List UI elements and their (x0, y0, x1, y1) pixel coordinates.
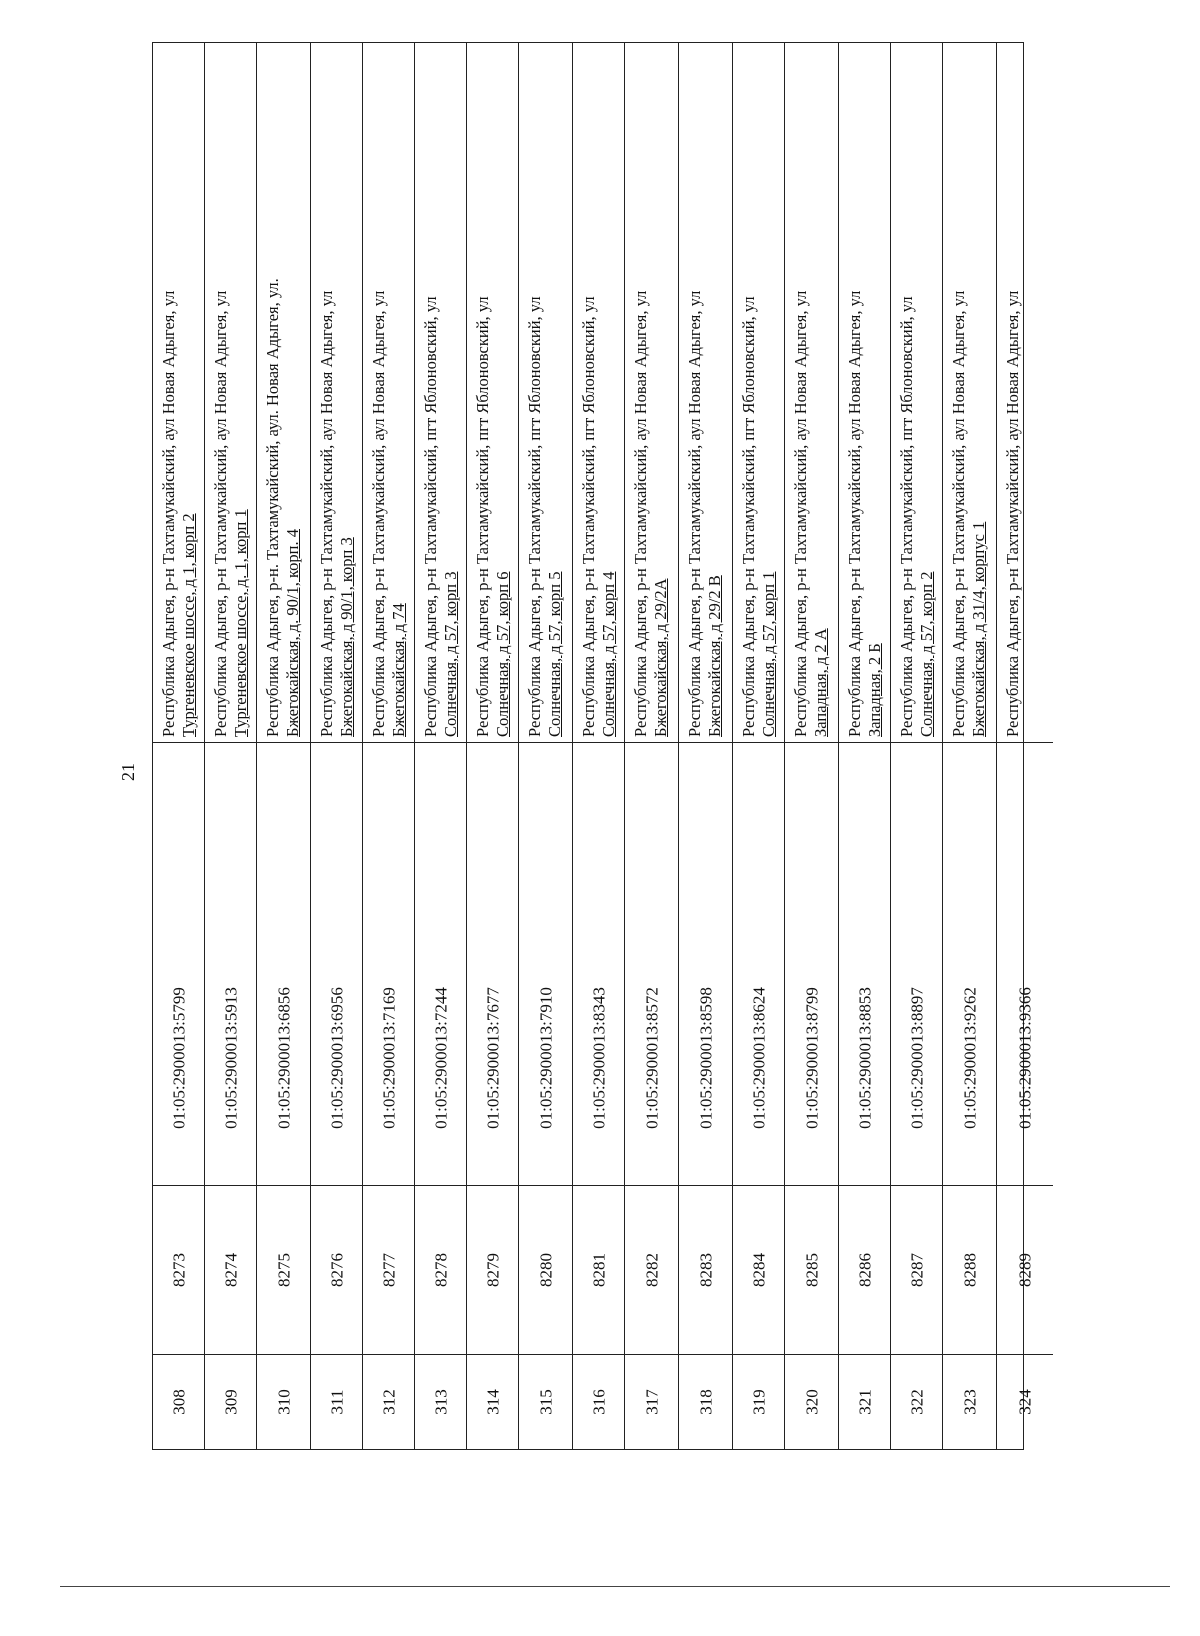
address-line-1: Республика Адыгея, р-н Тахтамукайский, аул Новая Адыгея, ул (317, 290, 336, 737)
row-index-text: 319 (749, 1389, 768, 1415)
row-index (257, 1355, 310, 1449)
table-row (891, 43, 943, 1449)
address-text (421, 47, 461, 737)
cadastral-number-text: 01:05:2900013:8853 (855, 987, 874, 1129)
address (733, 43, 784, 743)
cadastral-number-text: 01:05:2900013:7169 (379, 987, 398, 1129)
cadastral-number-text: 01:05:2900013:9262 (960, 987, 979, 1129)
cadastral-number (785, 931, 838, 1185)
address (573, 43, 624, 743)
table-row (153, 43, 205, 1449)
address-line-2: Солнечная, д 57, корп 1 (759, 571, 778, 737)
cadastral-number (891, 931, 942, 1185)
address-text (159, 47, 199, 737)
row-index-text: 316 (589, 1389, 608, 1415)
address-line-1: Республика Адыгея, р-н Тахтамукайский, аул Новая Адыгея, ул (631, 290, 650, 737)
cadastral-number-text: 01:05:2900013:8624 (749, 987, 768, 1129)
address (415, 43, 466, 743)
registry-number (839, 1185, 890, 1355)
address-line-1: Республика Адыгея, р-н Тахтамукайский, аул Новая Адыгея, ул (211, 290, 230, 737)
address-line-1: Республика Адыгея, р-н. Тахтамукайский, аул. Новая Адыгея, ул. (263, 278, 282, 737)
registry-number (891, 1185, 942, 1355)
table-row (997, 43, 1053, 1449)
address-text (739, 47, 779, 737)
table-row (625, 43, 679, 1449)
address-line-1: Республика Адыгея, р-н Тахтамукайский, пгт Яблоновский, ул (525, 296, 544, 737)
registry-number-text: 8285 (802, 1253, 821, 1287)
address-line-1: Республика Адыгея, р-н Тахтамукайский, пгт Яблоновский, ул (579, 296, 598, 737)
row-index (997, 1355, 1053, 1449)
address-text (845, 47, 885, 737)
row-index (733, 1355, 784, 1449)
cadastral-number-text: 01:05:2900013:8897 (907, 987, 926, 1129)
row-index (839, 1355, 890, 1449)
address (943, 43, 996, 743)
row-index (891, 1355, 942, 1449)
row-index (573, 1355, 624, 1449)
registry-number (679, 1185, 732, 1355)
address-line-2: Бжегокайская, д 29/2А (651, 578, 670, 737)
row-index-text: 320 (802, 1389, 821, 1415)
table-row (415, 43, 467, 1449)
registry-number (997, 1185, 1053, 1355)
address-text (579, 47, 619, 737)
table-row (573, 43, 625, 1449)
table-row (363, 43, 415, 1449)
cadastral-number-text: 01:05:2900013:5913 (221, 987, 240, 1129)
address-text (685, 47, 725, 737)
address-line-1: Республика Адыгея, р-н Тахтамукайский, аул Новая Адыгея, ул (369, 290, 388, 737)
address (153, 43, 204, 743)
address-line-1: Республика Адыгея, р-н Тахтамукайский, пгт Яблоновский, ул (739, 296, 758, 737)
address-line-2: Солнечная, д 57, корп 2 (917, 571, 936, 737)
row-index (467, 1355, 518, 1449)
address-line-2: Бжегокайская, д 90/1, корп 3 (337, 537, 356, 737)
cadastral-number (415, 931, 466, 1185)
row-index-text: 308 (169, 1389, 188, 1415)
cadastral-number (311, 931, 362, 1185)
registry-number-text: 8277 (379, 1253, 398, 1287)
cadastral-number (467, 931, 518, 1185)
cadastral-number (519, 931, 572, 1185)
row-index (415, 1355, 466, 1449)
address (785, 43, 838, 743)
address-line-2: Бжегокайская, д. 90/1, корп. 4 (283, 529, 302, 737)
address-line-1: Республика Адыгея, р-н Тахтамукайский, аул Новая Адыгея, ул (159, 290, 178, 737)
table-row (733, 43, 785, 1449)
registry-number (519, 1185, 572, 1355)
address (891, 43, 942, 743)
cadastral-number-text: 01:05:2900013:9366 (1015, 987, 1035, 1129)
address (257, 43, 310, 743)
address-text (473, 47, 513, 737)
table-row (257, 43, 311, 1449)
cadastral-number-text: 01:05:2900013:7244 (431, 987, 450, 1129)
registry-number-text: 8284 (749, 1253, 768, 1287)
address (363, 43, 414, 743)
address-line-2: Западная, 2 Б (865, 643, 884, 737)
address-line-1: Республика Адыгея, р-н Тахтамукайский, пгт Яблоновский, ул (421, 296, 440, 737)
cadastral-number (573, 931, 624, 1185)
table-row (943, 43, 997, 1449)
row-index-text: 312 (379, 1389, 398, 1415)
registry-number-text: 8288 (960, 1253, 979, 1287)
cadastral-number (363, 931, 414, 1185)
address-line-1: Республика Адыгея, р-н Тахтамукайский, аул Новая Адыгея, ул (949, 290, 968, 737)
registry-number-text: 8280 (536, 1253, 555, 1287)
table-row (519, 43, 573, 1449)
registry-number-text: 8274 (221, 1253, 240, 1287)
registry-number (733, 1185, 784, 1355)
registry-number (363, 1185, 414, 1355)
cadastral-number (257, 931, 310, 1185)
cadastral-number-text: 01:05:2900013:8799 (802, 987, 821, 1129)
cadastral-number (733, 931, 784, 1185)
row-index-text: 322 (907, 1389, 926, 1415)
cadastral-number (839, 931, 890, 1185)
address-line-2: Солнечная, д 57, корп 5 (545, 571, 564, 737)
registry-table (152, 42, 1035, 1450)
row-index-text: 318 (696, 1389, 715, 1415)
address-line-2: Западная, д 2 А (811, 628, 830, 737)
registry-number-text: 8289 (1015, 1253, 1035, 1287)
row-index-text: 317 (642, 1389, 661, 1415)
registry-number-text: 8282 (642, 1253, 661, 1287)
registry-number-text: 8278 (431, 1253, 450, 1287)
row-index (205, 1355, 256, 1449)
row-index-text: 323 (960, 1389, 979, 1415)
address-line-1: Республика Адыгея, р-н Тахтамукайский, аул Новая Адыгея, ул (791, 290, 810, 737)
row-index-text: 324 (1015, 1389, 1035, 1415)
address-text (369, 47, 409, 737)
row-index-text: 310 (274, 1389, 293, 1415)
row-index-text: 314 (483, 1389, 502, 1415)
registry-number (943, 1185, 996, 1355)
address-line-1: Республика Адыгея, р-н Тахтамукайский, аул Новая Адыгея, ул (1003, 290, 1022, 737)
cadastral-number-text: 01:05:2900013:7677 (483, 987, 502, 1129)
row-index-text: 315 (536, 1389, 555, 1415)
bottom-rule (60, 1586, 1170, 1587)
registry-number (205, 1185, 256, 1355)
address-line-2: Бжегокайская, д 31/4, корпус 1 (969, 521, 988, 737)
address-text (525, 47, 565, 737)
row-index (679, 1355, 732, 1449)
registry-number (415, 1185, 466, 1355)
registry-number-text: 8287 (907, 1253, 926, 1287)
row-index (625, 1355, 678, 1449)
address (839, 43, 890, 743)
registry-number-text: 8276 (327, 1253, 346, 1287)
address-line-2: Солнечная, д 57, корп 6 (493, 571, 512, 737)
cadastral-number (625, 931, 678, 1185)
table-row (205, 43, 257, 1449)
registry-number-text: 8279 (483, 1253, 502, 1287)
cadastral-number (943, 931, 996, 1185)
address (519, 43, 572, 743)
cadastral-number-text: 01:05:2900013:5799 (169, 987, 188, 1129)
row-index (363, 1355, 414, 1449)
address-line-2: Солнечная, д 57, корп 4 (599, 571, 618, 737)
address (625, 43, 678, 743)
table-row (839, 43, 891, 1449)
registry-number (573, 1185, 624, 1355)
registry-number (785, 1185, 838, 1355)
cadastral-number (205, 931, 256, 1185)
address-text (949, 47, 989, 737)
address-line-2: Тургеневское шоссе, д 1, корп 2 (179, 513, 198, 737)
address-text (791, 47, 831, 737)
cadastral-number (679, 931, 732, 1185)
address (311, 43, 362, 743)
address-text (263, 47, 303, 737)
registry-number (311, 1185, 362, 1355)
registry-number (257, 1185, 310, 1355)
registry-number-text: 8273 (169, 1253, 188, 1287)
row-index-text: 311 (327, 1389, 346, 1415)
table-row (785, 43, 839, 1449)
address-text (631, 47, 671, 737)
address (997, 43, 1053, 743)
page-number: 21 (118, 763, 138, 781)
address-text (897, 47, 937, 737)
table-row (311, 43, 363, 1449)
address (467, 43, 518, 743)
address-line-2: Солнечная, д 57, корп 3 (441, 571, 460, 737)
address-line-2: Бжегокайская, д 74 (389, 603, 408, 737)
row-index (311, 1355, 362, 1449)
cadastral-number-text: 01:05:2900013:7910 (536, 987, 555, 1129)
cadastral-number (997, 931, 1053, 1185)
address (205, 43, 256, 743)
registry-number-text: 8283 (696, 1253, 715, 1287)
address-line-1: Республика Адыгея, р-н Тахтамукайский, аул Новая Адыгея, ул (845, 290, 864, 737)
cadastral-number-text: 01:05:2900013:8598 (696, 987, 715, 1129)
registry-number (625, 1185, 678, 1355)
cadastral-number-text: 01:05:2900013:6956 (327, 987, 346, 1129)
cadastral-number-text: 01:05:2900013:8572 (642, 987, 661, 1129)
registry-number (467, 1185, 518, 1355)
cadastral-number (153, 931, 204, 1185)
address-line-1: Республика Адыгея, р-н Тахтамукайский, аул Новая Адыгея, ул (685, 290, 704, 737)
row-index (785, 1355, 838, 1449)
address-text (317, 47, 357, 737)
registry-number (153, 1185, 204, 1355)
address-line-2: Бжегокайская, д 29/2 В (705, 575, 724, 737)
registry-number-text: 8286 (855, 1253, 874, 1287)
cadastral-number-text: 01:05:2900013:8343 (589, 987, 608, 1129)
registry-number-text: 8275 (274, 1253, 293, 1287)
row-index-text: 313 (431, 1389, 450, 1415)
address-line-1: Республика Адыгея, р-н Тахтамукайский, пгт Яблоновский, ул (897, 296, 916, 737)
address-text (211, 47, 251, 737)
address (679, 43, 732, 743)
row-index (153, 1355, 204, 1449)
row-index-text: 309 (221, 1389, 240, 1415)
address-text (1003, 47, 1023, 737)
address-line-2: Тургеневское шоссе, д. 1, корп 1 (231, 509, 250, 737)
registry-number-text: 8281 (589, 1253, 608, 1287)
cadastral-number-text: 01:05:2900013:6856 (274, 987, 293, 1129)
address-line-1: Республика Адыгея, р-н Тахтамукайский, пгт Яблоновский, ул (473, 296, 492, 737)
row-index-text: 321 (855, 1389, 874, 1415)
table-row (679, 43, 733, 1449)
row-index (519, 1355, 572, 1449)
row-index (943, 1355, 996, 1449)
table-row (467, 43, 519, 1449)
